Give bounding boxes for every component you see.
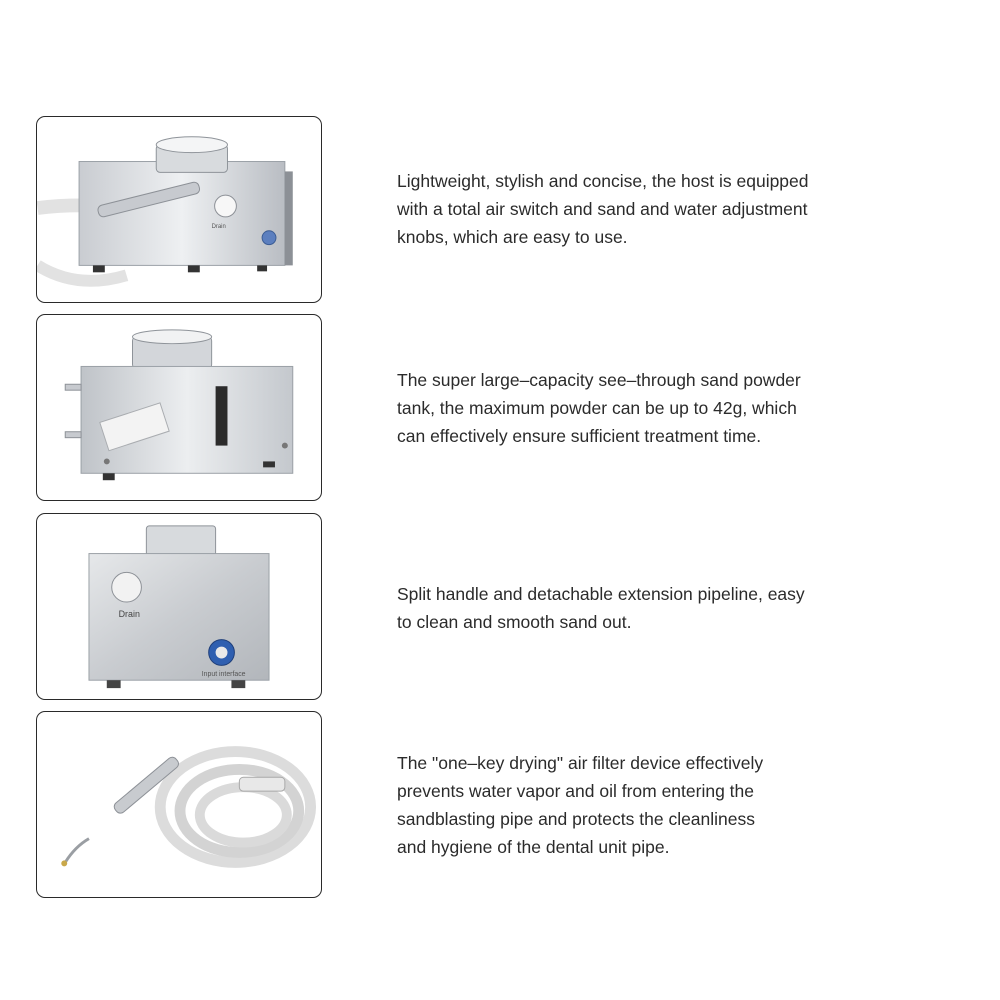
feature-description-4: The "one–key drying" air filter device effectively prevents water vapor and oil from entering the sandblasting pipe and protects the cleanliness and hygiene of the dental unit pipe. <box>397 753 764 857</box>
product-image-frame-4 <box>36 711 322 898</box>
drain-label: Drain <box>211 223 226 230</box>
device-front-view-image <box>37 514 321 699</box>
device-side-view-image <box>37 315 321 500</box>
feature-description-3: Split handle and detachable extension pipeline, easy to clean and smooth sand out. <box>397 584 805 632</box>
product-image-frame-3 <box>36 513 322 700</box>
feature-description-1: Lightweight, stylish and concise, the host is equipped with a total air switch and sand and water adjustment knobs, which are easy to use. <box>397 171 809 247</box>
drain-label: Drain <box>118 608 140 619</box>
product-image-frame-2 <box>36 314 322 501</box>
product-image-frame-1 <box>36 116 322 303</box>
feature-description-2: The super large–capacity see–through sand powder tank, the maximum powder can be up to 42g, which can effectively ensure sufficient treatment time. <box>397 370 801 446</box>
input-interface-label: Input interface <box>201 671 246 679</box>
device-angled-view-image <box>37 117 321 302</box>
handpiece-and-hose-image <box>37 712 321 897</box>
